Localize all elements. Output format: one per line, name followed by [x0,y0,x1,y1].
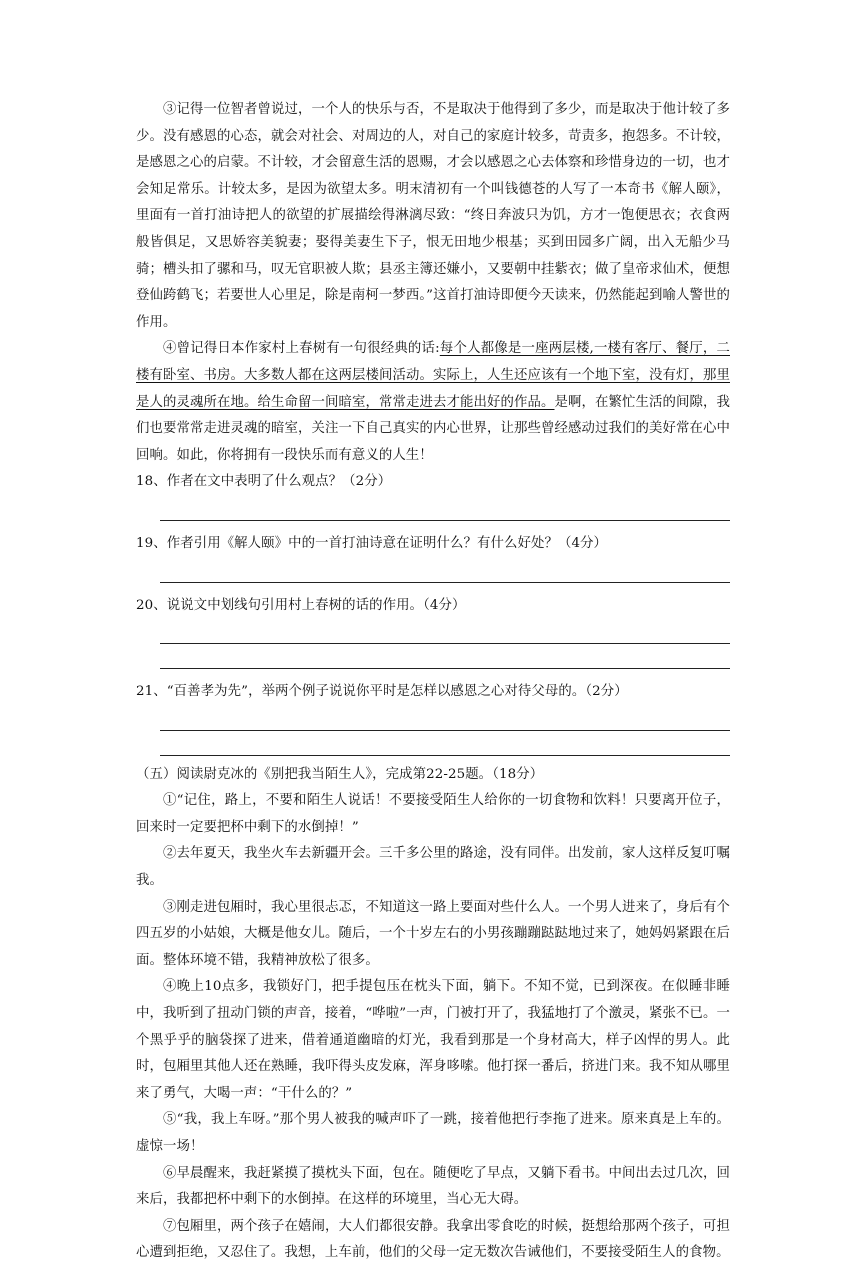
page-content [136,97,730,1267]
story-paragraph-3: ③刚走进包厢时，我心里很忐忑，不知道这一路上要面对些什么人。一个男人进来了，身后有个四五岁的小姑娘，大概是他女儿。随后，一个十岁左右的小男孩蹦蹦跶跶地过来了，她妈妈紧跟在后面。整体环境不错，我精神放松了很多。 [136,899,730,968]
story-paragraph-1: ①“记住，路上，不要和陌生人说话！不要接受陌生人给你的一切食物和饮料！只要离开位子，回来时一定要把杯中剩下的水倒掉！” [136,793,730,835]
question-18: 18、作者在文中表明了什么观点？（2分） [136,474,392,490]
story-paragraph-4: ④晚上10点多，我锁好门，把手提包压在枕头下面，躺下。不知不觉，已到深夜。在似睡非睡中，我听到了扭动门锁的声音，接着，“哗啦”一声，门被打开了，我猛地打了个激灵，紧张不已。一个黑乎乎的脑袋探了进来，借着通道幽暗的灯光，我看到那是一个身材高大，样子凶悍的男人。此时，包厢里其他人还在熟睡，我吓得头皮发麻，浑身哆嗦。他打探一番后，挤进门来。我不知从哪里来了勇气，大喝一声：“干什么的？” [136,979,730,1101]
paragraph-4-start: ④曾记得日本作家村上春树有一句很经典的话: [163,341,440,357]
story-paragraph-5: ⑤“我，我上车呀。”那个男人被我的喊声吓了一跳，接着他把行李拖了进来。原来真是上车的。虚惊一场！ [136,1112,730,1154]
story-paragraph-6: ⑥早晨醒来，我赶紧摸了摸枕头下面，包在。随便吃了早点，又躺下看书。中间出去过几次，回来后，我都把杯中剩下的水倒掉。在这样的环境里，当心无大碍。 [136,1165,730,1208]
question-19: 19、作者引用《解人颐》中的一首打油诗意在证明什么？有什么好处？（4分） [136,535,608,551]
story-paragraph-7: ⑦包厢里，两个孩子在嬉闹，大人们都很安静。我拿出零食吃的时候，挺想给那两个孩子，可担心遭到拒绝，又忍住了。我想，上车前，他们的父母一定无数次告诫他们，不要接受陌生人的食物。 [136,1218,730,1261]
question-21: 21、“百善孝为先”，举两个例子说说你平时是怎样以感恩之心对待父母的。（2分） [136,684,628,700]
paragraph-4 [136,336,730,469]
section-5-heading: （五）阅读尉克冰的《别把我当陌生人》，完成第22-25题。（18分） [136,766,544,782]
paragraph-4-end: 是啊，在繁忙生活的间隙，我们也要常常走进灵魂的暗室，关注一下自己真实的内心世界，让那些曾经感动过我们的美好常在心中回响。如此，你将拥有一段快乐而有意义的人生！ [136,394,730,463]
story-paragraph-2: ②去年夏天，我坐火车去新疆开会。三千多公里的路途，没有同伴。出发前，家人这样反复叮嘱我。 [136,846,730,889]
question-20: 20、说说文中划线句引用村上春树的话的作用。（4分） [136,597,466,613]
paragraph-3: ③记得一位智者曾说过，一个人的快乐与否，不是取决于他得到了多少，而是取决于他计较了多少。没有感恩的心态，就会对社会、对周边的人，对自己的家庭计较多，苛责多，抱怨多。不计较，是感恩之心的启蒙。不计较，才会留意生活的恩赐，才会以感恩之心去体察和珍惜身边的一切，也才会知足常乐。计较太多，是因为欲望太多。明末清初有一个叫钱德苍的人写了一本奇书《解人颐》，里面有一首打油诗把人的欲望的扩展描绘得淋漓尽致：“终日奔波只为饥，方才一饱便思衣；衣食两般皆俱足，又思娇容美貌妻；娶得美妻生下子，恨无田地少根基；买到田园多广阔，出入无船少马骑；槽头扣了骡和马，叹无官职被人欺；县丞主簿还嫌小，又要朝中挂紫衣；做了皇帝求仙术，便想登仙跨鹤飞；若要世人心里足，除是南柯一梦西。”这首打油诗即便今天读来，仍然能起到喻人警世的作用。 [136,102,730,330]
underlined-quote: 每个人都像是一座两层楼,一楼有客厅、餐厅，二楼有卧室、书房。大多数人都在这两层楼间活动。实际上，人生还应该有一个地下室，没有灯，那里是人的灵魂所在地。给生命留一间暗室，常常走进去才能出好的作品。 [136,341,730,410]
